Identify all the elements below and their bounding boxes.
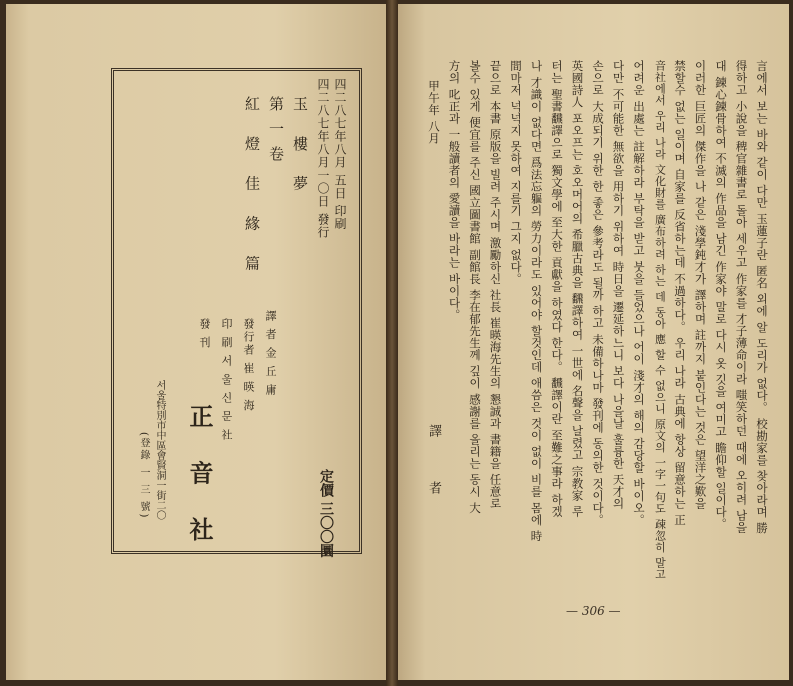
preface-line: 다만 不可能한 無欲을 用하기 위하여 時日을 遷延하느니 보다 나을날 훌륭한 天才의 (611, 60, 626, 510)
preface-line: 得하고 小說을 稗官雜書로 돌아 세우고 作家를 才子薄命이라 嗤笑하던 때에 오히려 남을 (734, 60, 749, 534)
book-gutter (386, 0, 398, 686)
publisher-person-credit: 發行者 崔 暎 海 (242, 318, 255, 413)
publisher-label: 發 刊 (198, 318, 211, 350)
page-number: — 306 — (566, 604, 621, 618)
preface-line: 言에서 보는 바와 같이 다만 玉蓮子란 匿名 외에 알 도리가 없다。 校勘家를 찾아라며 勝 (755, 60, 769, 535)
publisher-address: 서울特別市中區會賢洞一街二〇 (154, 380, 165, 520)
book-title-line2: 第一卷 (267, 96, 285, 171)
preface-line: 英國詩人 포오프는 호오머어의 希臘古典을 飜譯하여 一世에 名聲을 날렸고 宗教家 루 (570, 60, 585, 518)
preface-line: 끝으로 本書 原版을 빌려 주시며 激勵하신 社長 崔暎海先生의 懇誠과 書籍을 任意로 (488, 60, 503, 510)
preface-line: 볼수 있게 便宜를 주신 國立圖書館 副館長 李在郁先生께 깊이 感謝를 올리는 동시 大 (468, 60, 482, 514)
registration-number: (登錄 一 三 號) (138, 432, 149, 520)
preface-line: 禁할수 없는 일이며 自家를 反省하는데 不過하다。 우리 나라 古典에 항상 留意하는 正 (673, 60, 687, 526)
print-date: 四二八七年八月 五日 印刷 (333, 78, 347, 231)
preface-line: 대 鍊心鍊骨하여 不滅의 作品을 남긴 作家야 말로 다시 옷 깃을 여미고 瞻仰할 일이다。 (714, 60, 728, 530)
preface-line: 어려운 出處는 註解하라 부탁을 받고 붓을 들었으나 어이 淺才의 해의 감당할 바이오。 (632, 60, 646, 526)
price-label: 定價 三〇〇圜 (318, 469, 334, 558)
preface-line: 間마저 넉넉지 못하여 지를기 그지 없다。 (509, 60, 523, 285)
preface-line: 이러한 巨匠의 傑作을 나 같은 淺學鈍才가 譯하며 註까지 붙인다는 것은 望洋之歎을 (693, 60, 708, 510)
book-title-line3: 紅 燈 佳 緣 篇 (243, 96, 261, 281)
preface-line: 손으로 大成되기 위한 한 좋은 參考라도 될까 하고 未備하나마 發刊에 동의한 것이다。 (591, 60, 605, 526)
translator-signature: 譯 者 (426, 424, 441, 515)
preface-line: 터는 聖書飜譯으로 獨文學에 至大한 貢獻을 하였다 한다。 飜譯이란 至難之事라 하겠 (550, 60, 564, 518)
preface-line: 音社에서 우리 나라 文化財를 廣布하려 하는 데 동아 應 할 수 없으니 原文의 一字一句도 疎忽히 말고 (653, 60, 667, 580)
preface-line: 方의 叱正과 一般讀者의 愛讀을 바라는 바이다。 (447, 60, 462, 321)
book-title-line1: 玉 樓 夢 (291, 96, 309, 201)
preface-line: 나 才識이 없다면 爲法忘軀의 勞力이라도 있어야 할것인데 애씀은 것이 없이 비를 몸에 時 (529, 60, 544, 542)
publish-date: 四二八七年八月一〇日 發行 (316, 78, 330, 239)
translator-credit: 譯 者 金 丘 庸 (264, 310, 277, 397)
publisher-name: 正 音 社 (185, 404, 214, 553)
preface-line: 甲午年 八月 (427, 80, 441, 145)
printer-credit: 印 刷 서 울 신 문 社 (220, 318, 233, 442)
